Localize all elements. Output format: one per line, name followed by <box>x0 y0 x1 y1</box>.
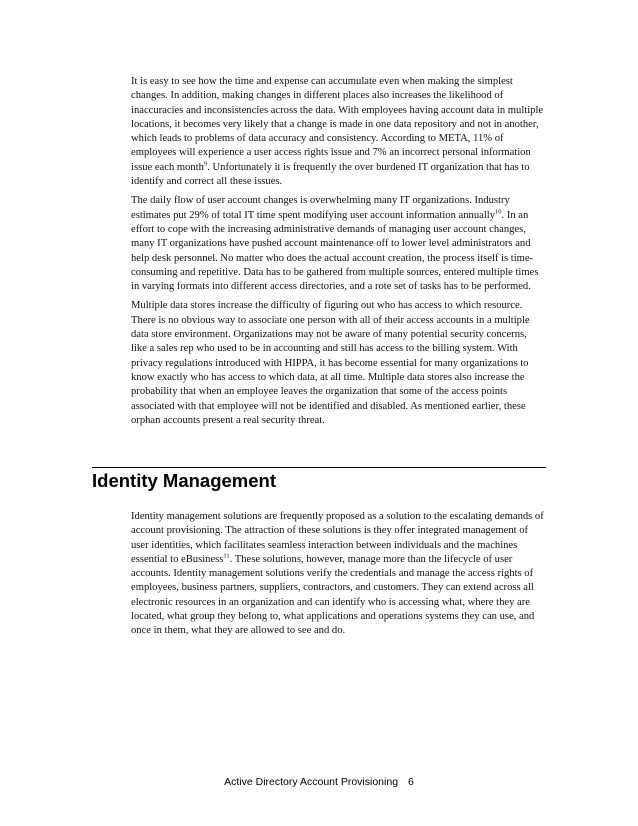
paragraph-text: Identity management solutions are frequently proposed as a solution to the escalating demands of account provisioning. The attraction of these solutions is they offer integrated management of user identities, which facilitates seamless interaction between individuals and the machines essential to eBusiness <box>131 511 544 565</box>
paragraph-text: It is easy to see how the time and expense can accumulate even when making the simplest changes. In addition, making changes in different places also increases the likelihood of inaccuracies and inconsistencies across the data. With employees having account data in multiple locations, it becomes very likely that a change is made in one data repository and not in another, which leads to problems of data accuracy and consistency. According to META, 11% of employees will experience a user access rights issue and 7% an incorrect personal information issue each month <box>131 76 544 173</box>
paragraph-text: . In an effort to cope with the increasing administrative demands of managing user account changes, many IT organizations have pushed account maintenance off to lower level administrators and help desk personnel. No matter who does the actual account creation, the process itself is time-consuming and repetitive. Data has to be gathered from multiple sources, entered multiple times in varying formats into different access directories, and a rote set of tasks has to be performed. <box>131 209 539 293</box>
footnote-ref: 11 <box>223 552 230 560</box>
footnote-ref: 10 <box>495 208 502 216</box>
paragraph <box>131 510 545 639</box>
footer-title: Active Directory Account Provisioning <box>224 776 399 788</box>
paragraph <box>131 194 545 294</box>
section-body <box>131 75 545 433</box>
paragraph-text: The daily flow of user account changes is overwhelming many IT organizations. Industry estimates put 29% of total IT time spent modifying user account information annually <box>131 195 510 221</box>
paragraph-text: . Unfortunately it is frequently the over burdened IT organization that has to identify and correct all these issues. <box>131 161 530 188</box>
paragraph-text: . These solutions, however, manage more than the lifecycle of user accounts. Identity management solutions verify the credentials and manage the access rights of employees, business partners, suppliers, contractors, and customers. They can extend across all electronic resources in an organization and can identify who is accessing what, where they are located, what group they belong to, what applications and operations systems they can use, and once in them, what they are allowed to see and do. <box>131 553 535 637</box>
page-number: 6 <box>408 776 414 788</box>
paragraph: Multiple data stores increase the difficulty of figuring out who has access to which resource. There is no obvious way to associate one person with all of their access accounts in a multiple data store environment. Organizations may not be aware of many potential security concerns, like a sales rep who used to be in accounting and still has access to the billing system. With privacy regulations introduced with HIPPA, it has become essential for many organizations to know exactly who has access to which data, at all time. Multiple data stores also increase the probability that when an employee leaves the organization that some of the access points associated with that employee will not be identified and disabled. As mentioned earlier, these orphan accounts present a real security threat. <box>131 300 530 426</box>
footnote-ref: 9 <box>203 160 208 168</box>
section-body <box>131 510 545 644</box>
section-heading: Identity Management <box>92 470 276 491</box>
paragraph <box>131 75 545 189</box>
section-divider <box>92 467 546 468</box>
page-footer <box>0 776 638 788</box>
